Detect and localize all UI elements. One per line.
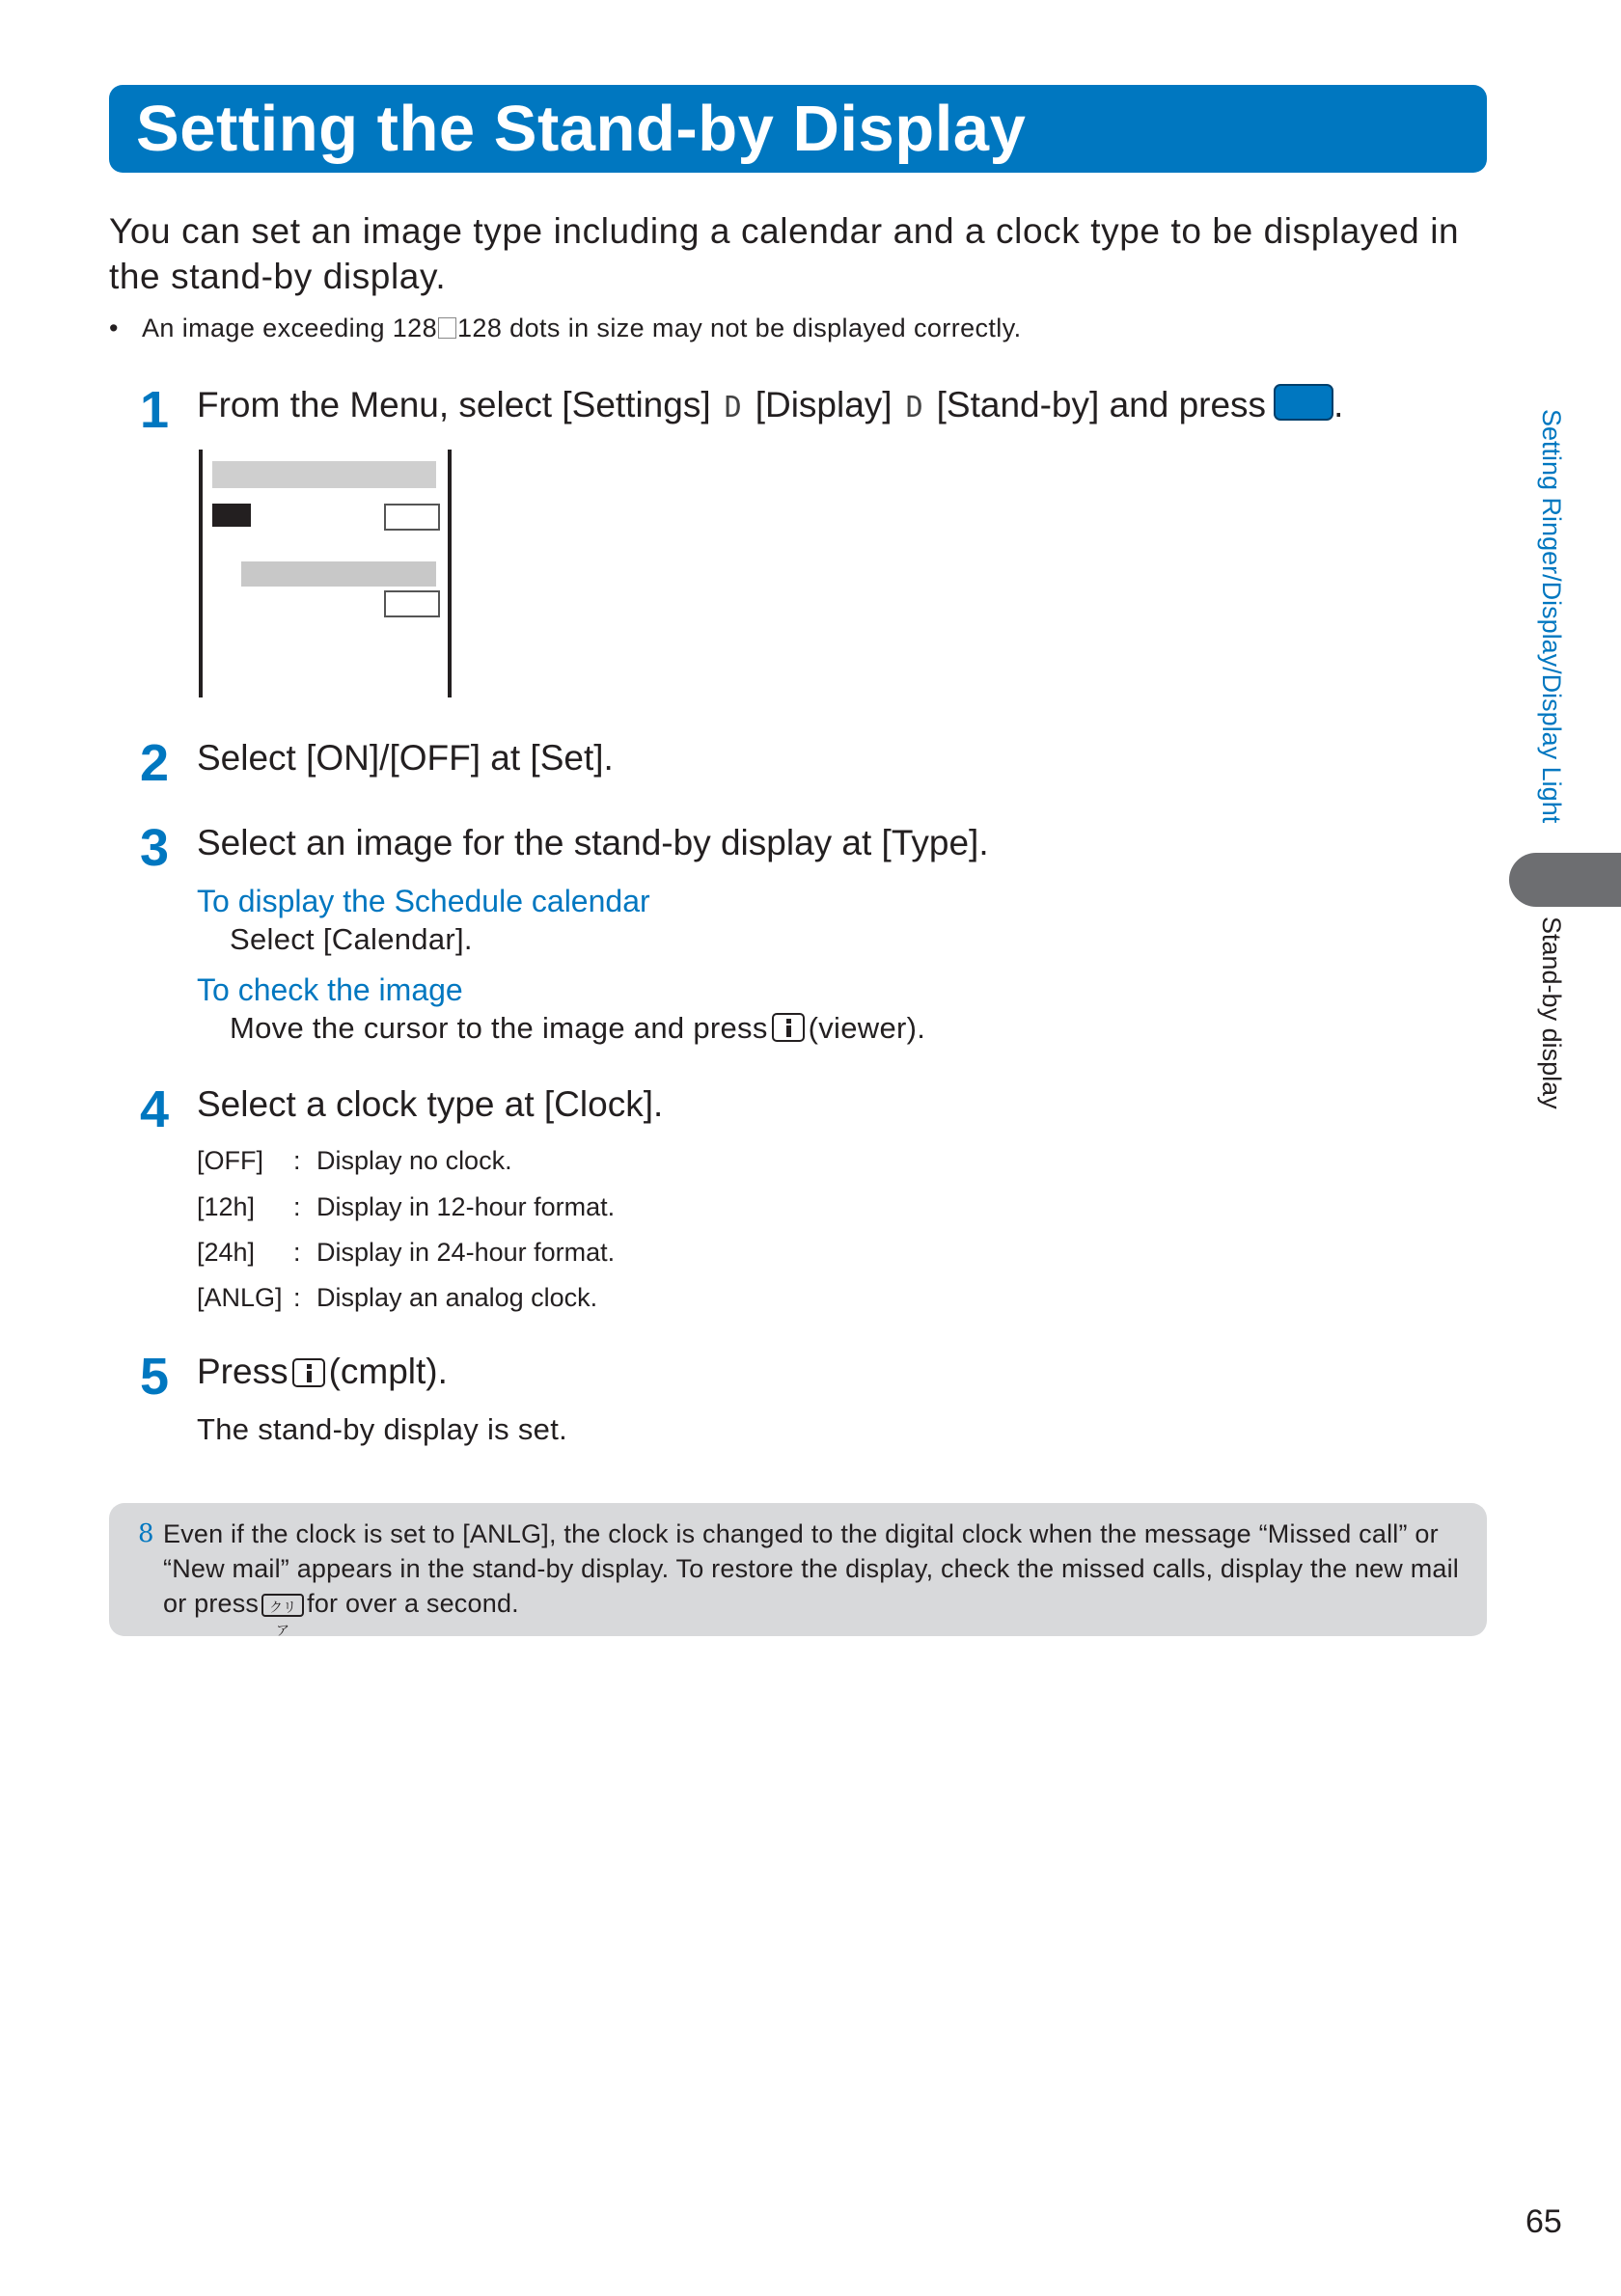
clock-option-desc: Display no clock. xyxy=(316,1146,512,1175)
clock-option-key: [24h] xyxy=(197,1238,256,1267)
subtext-schedule-calendar: Select [Calendar]. xyxy=(230,922,473,956)
clear-key-icon: クリア xyxy=(261,1594,304,1617)
screen-highlight-row xyxy=(241,561,436,587)
intro-paragraph: You can set an image type including a calendar and a clock type to be displayed in the stand-by display. xyxy=(109,211,1460,296)
arrow-icon: D xyxy=(905,391,923,424)
clock-option-key: [OFF] xyxy=(197,1146,263,1175)
clock-option-desc: Display in 24-hour format. xyxy=(316,1238,616,1267)
step-5-number: 5 xyxy=(140,1348,170,1406)
subtext-check-image-before: Move the cursor to the image and press xyxy=(230,1011,768,1045)
memo-text-after: for over a second. xyxy=(307,1589,519,1618)
title-bar xyxy=(109,85,1487,173)
note-text-after: 128 dots in size may not be displayed correctly. xyxy=(457,314,1022,342)
side-index-section: Setting Ringer/Display/Display Light xyxy=(1537,409,1566,824)
i-mode-key-icon xyxy=(772,1013,805,1042)
i-mode-key-icon xyxy=(292,1358,325,1387)
step-1-period: . xyxy=(1333,385,1344,424)
screen-left-border xyxy=(199,450,203,697)
screen-field-box xyxy=(384,504,440,531)
side-index-tab xyxy=(1509,853,1621,907)
arrow-icon: D xyxy=(724,391,742,424)
step-4-text: Select a clock type at [Clock]. xyxy=(197,1084,664,1124)
step-5-before: Press xyxy=(197,1352,288,1391)
step-5-text xyxy=(197,1352,448,1392)
step-5-after: (cmplt). xyxy=(328,1352,448,1391)
screen-row-set xyxy=(212,504,251,529)
step-1-part-b: [Display] xyxy=(755,385,893,424)
result-text: The stand-by display is set. xyxy=(197,1412,568,1446)
screen-right-border xyxy=(448,450,452,697)
step-1-part-a: From the Menu, select [Settings] xyxy=(197,385,711,424)
bullet: • xyxy=(109,314,119,342)
step-2-text: Select [ON]/[OFF] at [Set]. xyxy=(197,738,614,778)
subheading-check-image-text: To check the image xyxy=(197,972,463,1007)
memo-text xyxy=(163,1517,1470,1638)
step-3-text: Select an image for the stand-by display at [Type]. xyxy=(197,823,989,862)
screen-selected-block xyxy=(212,504,251,527)
memo-box xyxy=(109,1503,1487,1636)
step-1-part-c: [Stand-by] and press xyxy=(936,385,1267,424)
times-glyph-icon xyxy=(438,317,456,339)
step-1-text xyxy=(197,384,1343,425)
clock-option-desc: Display an analog clock. xyxy=(316,1283,598,1312)
note-line xyxy=(109,314,1022,343)
subtext-check-image xyxy=(230,1011,925,1046)
page-title: Setting the Stand-by Display xyxy=(136,93,1027,165)
memo-text-before: Even if the clock is set to [ANLG], the clock is changed to the digital clock when the message “Missed call” or “New mail” appears in the stand-by display. To restore the display, check the missed calls, display the new mail or press xyxy=(163,1519,1460,1618)
clock-option-key: [ANLG] xyxy=(197,1283,283,1312)
side-index-current: Stand-by display xyxy=(1537,916,1566,1109)
clock-option-sep: : xyxy=(293,1238,301,1267)
step-2-number: 2 xyxy=(140,734,170,792)
center-key-icon xyxy=(1274,384,1333,421)
page-number: 65 xyxy=(1525,2203,1562,2240)
screen-field-box xyxy=(384,590,440,617)
subheading-check-image xyxy=(197,972,463,1008)
clock-option-sep: : xyxy=(293,1192,301,1221)
step-3-number: 3 xyxy=(140,819,170,877)
clock-option-key: [12h] xyxy=(197,1192,256,1221)
phone-screen-illustration xyxy=(199,450,452,697)
subheading-schedule-calendar: To display the Schedule calendar xyxy=(197,884,650,918)
step-1-number: 1 xyxy=(140,381,170,439)
subtext-check-image-after: (viewer). xyxy=(808,1011,926,1045)
screen-header-bar xyxy=(212,461,436,488)
step-4-number: 4 xyxy=(140,1080,170,1138)
note-text-before: An image exceeding 128 xyxy=(142,314,438,342)
clock-option-sep: : xyxy=(293,1146,301,1175)
clock-option-sep: : xyxy=(293,1283,301,1312)
clock-option-desc: Display in 12-hour format. xyxy=(316,1192,616,1221)
memo-mark-icon: 8 xyxy=(138,1519,154,1548)
